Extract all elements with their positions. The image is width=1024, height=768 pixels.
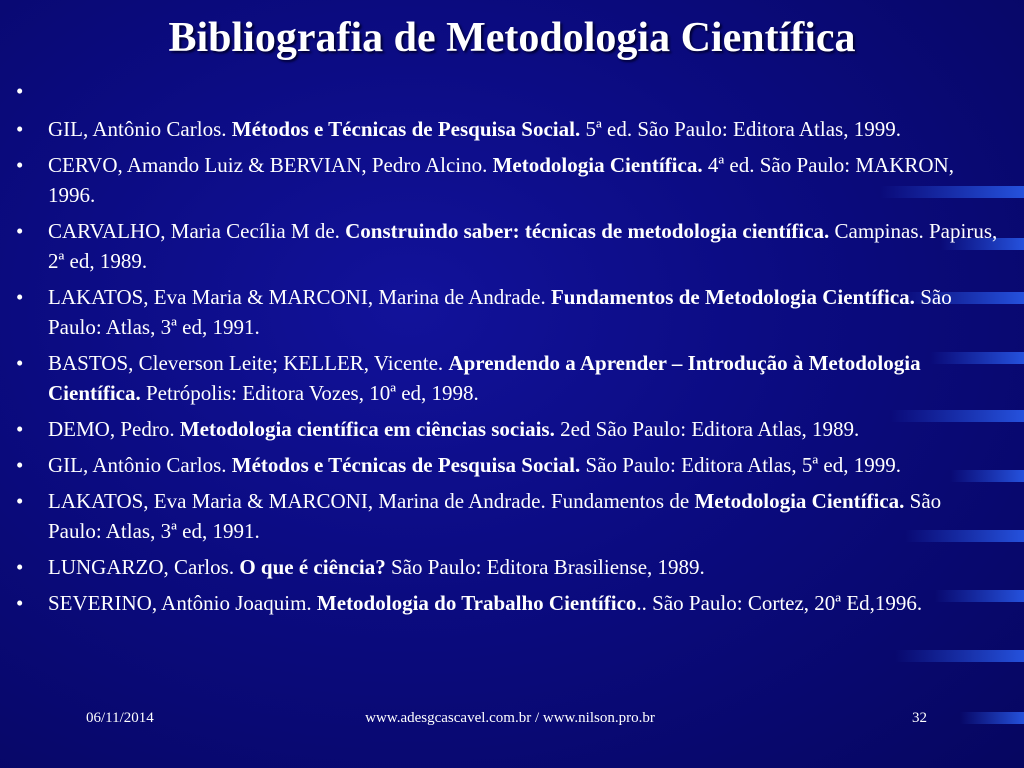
bibliography-list bbox=[14, 76, 999, 624]
reference-author: BASTOS, Cleverson Leite; KELLER, Vicente. bbox=[48, 351, 449, 375]
bullet: • bbox=[16, 453, 24, 477]
bullet: • bbox=[16, 79, 24, 103]
reference-details: 4ª ed. São Paulo: MAKRON, 1996. bbox=[48, 153, 954, 207]
reference-title: Métodos e Técnicas de Pesquisa Social. bbox=[231, 453, 581, 477]
reference-title: O que é ciência? bbox=[239, 555, 386, 579]
reference-title: Metodologia do Trabalho Científico bbox=[316, 591, 637, 615]
reference-author: LAKATOS, Eva Maria & MARCONI, Marina de Andrade. Fundamentos de bbox=[48, 489, 695, 513]
reference-title: Fundamentos de Metodologia Científica. bbox=[550, 285, 915, 309]
reference-details: São Paulo: Editora Atlas, 5ª ed, 1999. bbox=[580, 453, 901, 477]
bullet: • bbox=[16, 591, 24, 615]
reference-title: Aprendendo a Aprender – Introdução à Metodologia Científica. bbox=[48, 351, 921, 405]
reference-details: .. São Paulo: Cortez, 20ª Ed,1996. bbox=[636, 591, 923, 615]
reference-details: São Paulo: Atlas, 3ª ed, 1991. bbox=[48, 285, 952, 339]
footer-date: 06/11/2014 bbox=[86, 710, 154, 726]
reference-title: Metodologia Científica. bbox=[694, 489, 905, 513]
reference-details: Petrópolis: Editora Vozes, 10ª ed, 1998. bbox=[140, 381, 479, 405]
list-item bbox=[14, 150, 999, 210]
reference-author: DEMO, Pedro. bbox=[48, 417, 180, 441]
list-item bbox=[14, 486, 999, 546]
bullet: • bbox=[16, 351, 24, 375]
list-item bbox=[14, 216, 999, 276]
list-item bbox=[14, 552, 999, 582]
reference-details: 2ed São Paulo: Editora Atlas, 1989. bbox=[554, 417, 860, 441]
reference-title: Metodologia Científica. bbox=[492, 153, 703, 177]
slide-title: Bibliografia de Metodologia Científica bbox=[168, 15, 856, 61]
reference-details: Campinas. Papirus, 2ª ed, 1989. bbox=[48, 219, 998, 273]
bullet: • bbox=[16, 285, 24, 309]
reference-details: São Paulo: Atlas, 3ª ed, 1991. bbox=[48, 489, 942, 543]
reference-title: Metodologia científica em ciências sociais. bbox=[179, 417, 555, 441]
reference-author: SEVERINO, Antônio Joaquim. bbox=[48, 591, 317, 615]
reference-details: 5ª ed. São Paulo: Editora Atlas, 1999. bbox=[580, 117, 901, 141]
footer-page-number: 32 bbox=[912, 710, 927, 726]
list-item bbox=[14, 76, 999, 106]
reference-author: CARVALHO, Maria Cecília M de. bbox=[48, 219, 346, 243]
bullet: • bbox=[16, 153, 24, 177]
list-item bbox=[14, 348, 999, 408]
bullet: • bbox=[16, 219, 24, 243]
bullet: • bbox=[16, 117, 24, 141]
reference-author: LAKATOS, Eva Maria & MARCONI, Marina de Andrade. bbox=[48, 285, 551, 309]
list-item bbox=[14, 450, 999, 480]
bullet: • bbox=[16, 555, 24, 579]
bullet: • bbox=[16, 489, 24, 513]
bullet: • bbox=[16, 417, 24, 441]
reference-author: GIL, Antônio Carlos. bbox=[48, 453, 232, 477]
reference-author: CERVO, Amando Luiz & BERVIAN, Pedro Alcino. bbox=[48, 153, 493, 177]
reference-title: Métodos e Técnicas de Pesquisa Social. bbox=[231, 117, 581, 141]
footer-url: www.adesgcascavel.com.br / www.nilson.pro.br bbox=[365, 710, 655, 726]
list-item bbox=[14, 114, 999, 144]
reference-author: GIL, Antônio Carlos. bbox=[48, 117, 232, 141]
list-item bbox=[14, 414, 999, 444]
reference-details: São Paulo: Editora Brasiliense, 1989. bbox=[385, 555, 705, 579]
list-item bbox=[14, 282, 999, 342]
reference-title: Construindo saber: técnicas de metodologia científica. bbox=[345, 219, 830, 243]
reference-author: LUNGARZO, Carlos. bbox=[48, 555, 240, 579]
list-item bbox=[14, 588, 999, 618]
